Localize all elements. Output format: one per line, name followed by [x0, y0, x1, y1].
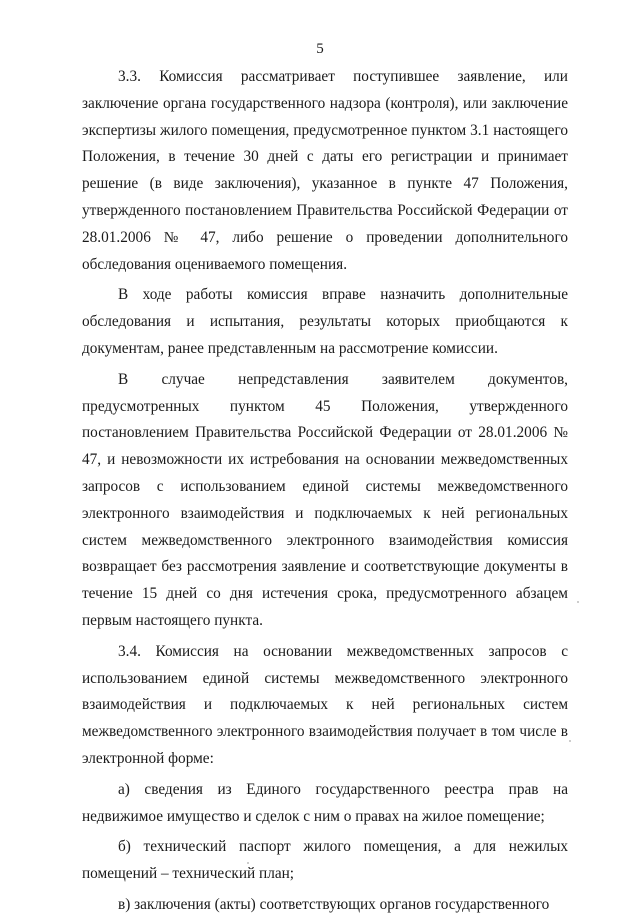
- paragraph-3-3: 3.3. Комиссия рассматривает поступившее заявление, или заключение органа государственного надзора (контроля), или заключение экспертизы жилого помещения, предусмотренное пунктом 3.1 настоящего Положения, в течение 30 дней с даты его регистрации и принимает решение (в виде заключения), указанное в пункте 47 Положения, утвержденного постановлением Правительства Российской Федерации от 28.01.2006 № 47, либо решение о проведении дополнительного обследования оцениваемого помещения.: [82, 68, 568, 273]
- scan-speck: [569, 740, 571, 742]
- paragraph-document-return: В случае непредставления заявителем документов, предусмотренных пунктом 45 Положения, утвержденного постановлением Правительства Российской Федерации от 28.01.2006 № 47, и невозможности их истребования на основании межведомственных запросов с использованием единой системы межведомственного электронного взаимодействия и подключаемых к ней региональных систем межведомственного электронного взаимодействия комиссия возвращает без рассмотрения заявление и соответствующие документы в течение 15 дней со дня истечения срока, предусмотренного абзацем первым настоящего пункта.: [82, 370, 568, 629]
- scan-speck: [577, 601, 579, 603]
- list-item-v: в) заключения (акты) соответствующих органов государственного: [118, 895, 550, 913]
- paragraph-3-4: 3.4. Комиссия на основании межведомственных запросов с использованием единой системы межведомственного электронного взаимодействия и подключаемых к ней региональных систем межведомственного электронного взаимодействия получает в том числе в электронной форме:: [82, 642, 568, 767]
- paragraph-additional-inspections: В ходе работы комиссия вправе назначить дополнительные обследования и испытания, результаты которых приобщаются к документам, ранее представленным на рассмотрение комиссии.: [82, 286, 568, 357]
- page-body: [82, 64, 568, 919]
- list-item-a: а) сведения из Единого государственного реестра прав на недвижимое имущество и сделок с ним о правах на жилое помещение;: [82, 780, 568, 825]
- page-number: 5: [316, 41, 324, 57]
- scan-speck: [247, 862, 249, 864]
- list-item-b: б) технический паспорт жилого помещения, а для нежилых помещений – технический план;: [82, 838, 568, 883]
